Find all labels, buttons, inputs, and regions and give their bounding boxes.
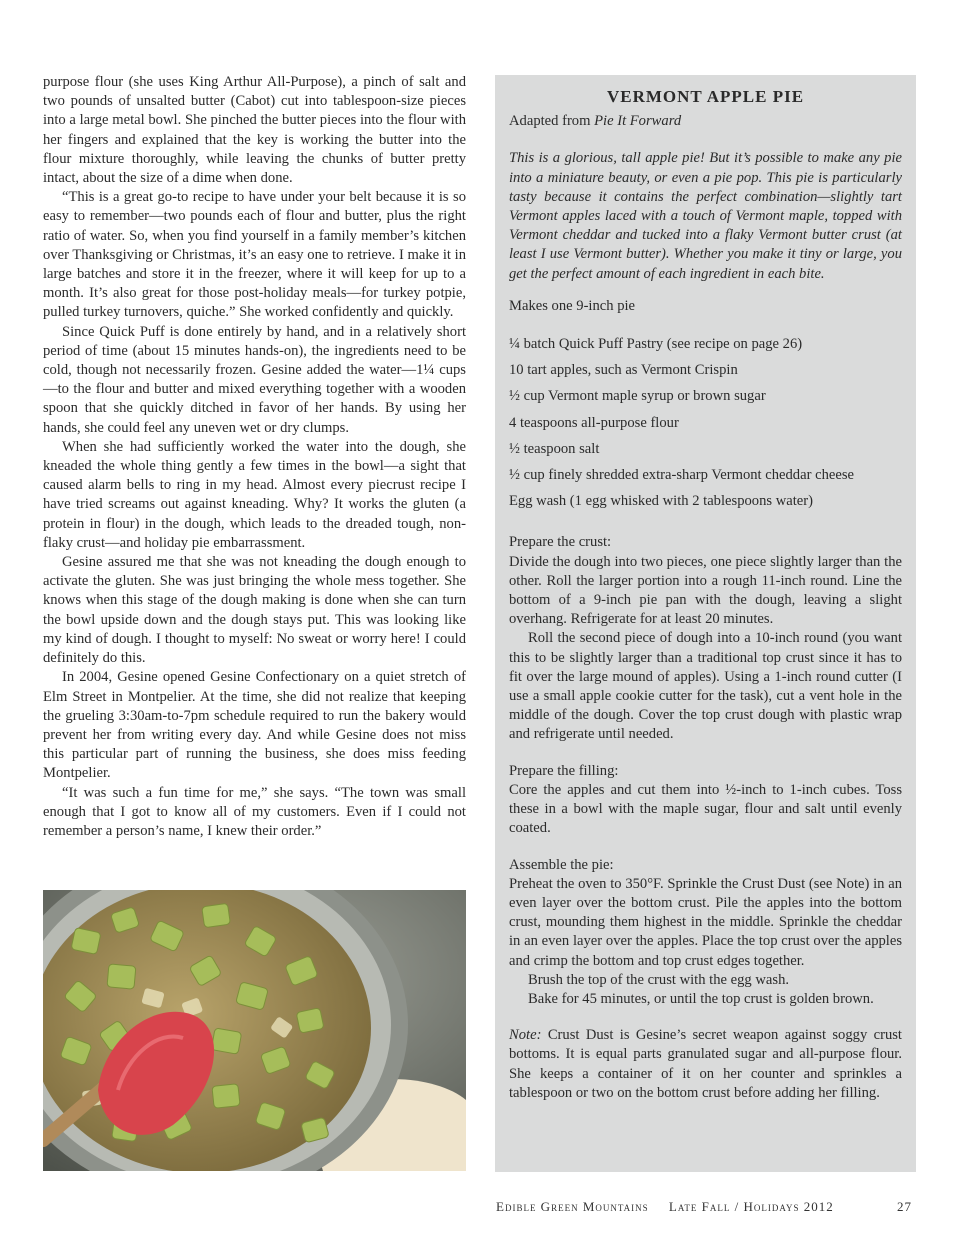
note-label: Note: [509,1027,542,1044]
article-paragraph: purpose flour (she uses King Arthur All-Purpose), a pinch of salt and two pounds of unsalted butter (Cabot) cut into tablespoon-size pieces into a large metal bowl. She pinched the butter pieces into the flour with her fingers and explained that the key is working the butter into the flour mixture thoroughly, while leaving the chunks of butter pretty intact, about the size of a dime when done. [43,74,466,187]
ingredient-item: ½ cup finely shredded extra-sharp Vermont cheddar cheese [509,467,854,484]
article-paragraph: When she had sufficiently worked the water into the dough, she kneaded the whole thing gently a few times in the bowl—a sight that caused alarm bells to ring in my head. Almost every piecrust recipe I have tried screams out against kneading. Why? It works the gluten (a protein in flour) in the dough, which leads to the dreaded tough, non-flaky crust—and holiday pie embarrassment. [43,438,466,551]
article-paragraph: In 2004, Gesine opened Gesine Confectionary on a quiet stretch of Elm Street in Montpelier. At the time, she did not realize that keeping the grueling 3:30am-to-7pm schedule required to run the bakery would prevent her from writing every day. And while Gesine does not miss this particular part of running the business, she does miss feeding Montpelier. [43,669,466,782]
source-book-title: Pie It Forward [594,113,682,130]
step-heading-filling: Prepare the filling: [509,762,619,779]
article-paragraph: Gesine assured me that she was not kneading the dough enough to activate the gluten. She was just bringing the whole mess together. She knows when this stage of the dough making is done when she can turn the bowl upside down and the dough stays put. This was looking like my kind of dough. I thought to myself: No sweat or worry here! I could definitely do this. [43,554,466,667]
ingredient-item: ½ teaspoon salt [509,440,600,457]
adapted-prefix: Adapted from [509,113,595,130]
ingredient-item: 10 tart apples, such as Vermont Crispin [509,362,738,379]
article-paragraph: Since Quick Puff is done entirely by hand, and in a relatively short period of time (about 15 minutes hands-on), the ingredients need to be cold, though not necessarily frozen. Gesine added the water—1¼ cups—to the flour and butter and mixed everything together with a wooden spoon that she quickly ditched in favor of her hands. By using her hands, she could feel any uneven wet or dry clumps. [43,323,466,436]
recipe-note [509,1026,902,1103]
step-heading-assemble: Assemble the pie: [509,856,614,873]
ingredient-list [509,335,902,511]
article-paragraph: “This is a great go-to recipe to have under your belt because it is so easy to remember—two pounds each of flour and butter, plus the right ratio of water. So, when you find yourself in a family member’s kitchen over Thanksgiving or Christmas, it’s an easy one to retrieve. I make it in large batches and store it in the freezer, where it will keep for up to a month. It’s also great for those post-holiday meals—for turkey potpie, pulled turkey turnovers, quiche.” She worked confidently and quickly. [43,189,466,321]
recipe-title: VERMONT APPLE PIE [606,87,805,106]
step-paragraph: Roll the second piece of dough into a 10-inch round (you want this to be slightly larger than a traditional top crust since it has to fit over the large mound of apples). Using a 1-inch round cutter (I use a small apple cookie cutter for the task), cut a vent hole in the middle of the dough. Cover the top crust dough with plastic wrap and refrigerate until needed. [509,630,902,743]
ingredient-item: 4 teaspoons all-purpose flour [509,414,679,431]
recipe-source [509,112,902,131]
issue-date: Late Fall / Holidays 2012 [668,1199,834,1214]
step-heading-crust: Prepare the crust: [509,534,612,551]
recipe-yield: Makes one 9-inch pie [509,297,636,314]
publication-name: Edible Green Mountains [496,1199,649,1214]
step-body-filling [509,781,902,839]
step-paragraph: Preheat the oven to 350°F. Sprinkle the Crust Dust (see Note) in an even layer over the bottom crust. Pile the apples into the bottom crust, mounding them highest in the middle. Sprinkle the cheddar in an even layer over the apples. Place the top crust over the apples and crimp the bottom and top crust edges together. [509,875,902,969]
apple-filling-photo [43,890,466,1171]
page-footer [496,1199,916,1215]
step-body-crust [509,553,902,745]
recipe-intro: This is a glorious, tall apple pie! But it’s possible to make any pie into a miniature beauty, or even a pie pop. This pie is particularly tasty because it contains the perfect combination—slightly tart Vermont apples laced with a touch of Vermont maple, topped with Vermont cheddar and tucked into a flaky Vermont butter crust (at least I use Vermont butter). Whether you make it tiny or large, you get the perfect amount of each ingredient in each bite. [509,150,902,282]
article-body [43,73,466,841]
note-text: Crust Dust is Gesine’s secret weapon against soggy crust bottoms. It is equal parts granulated sugar and all-purpose flour. She keeps a container of it on her counter and sprinkles a tablespoon or two on the bottom crust before adding her filling. [509,1027,902,1101]
step-body-assemble [509,875,902,1009]
ingredient-item: Egg wash (1 egg whisked with 2 tablespoons water) [509,493,813,510]
step-paragraph: Divide the dough into two pieces, one piece slightly larger than the other. Roll the larger portion into a rough 11-inch round. Line the bottom of a 9-inch pie pan with the dough, leaving a slight overhang. Refrigerate for at least 20 minutes. [509,553,902,628]
ingredient-item: ¼ batch Quick Puff Pastry (see recipe on page 26) [509,336,803,353]
ingredient-item: ½ cup Vermont maple syrup or brown sugar [509,388,766,405]
step-paragraph: Bake for 45 minutes, or until the top crust is golden brown. [528,990,874,1007]
page-number: 27 [897,1199,912,1214]
step-paragraph: Core the apples and cut them into ½-inch to 1-inch cubes. Toss these in a bowl with the maple sugar, flour and salt until evenly coated. [509,781,902,837]
step-paragraph: Brush the top of the crust with the egg wash. [528,971,790,988]
recipe-sidebar [495,75,916,1172]
article-paragraph: “It was such a fun time for me,” she says. “The town was small enough that I got to know all of my customers. Even if I could not remember a person’s name, I knew their order.” [43,784,466,839]
